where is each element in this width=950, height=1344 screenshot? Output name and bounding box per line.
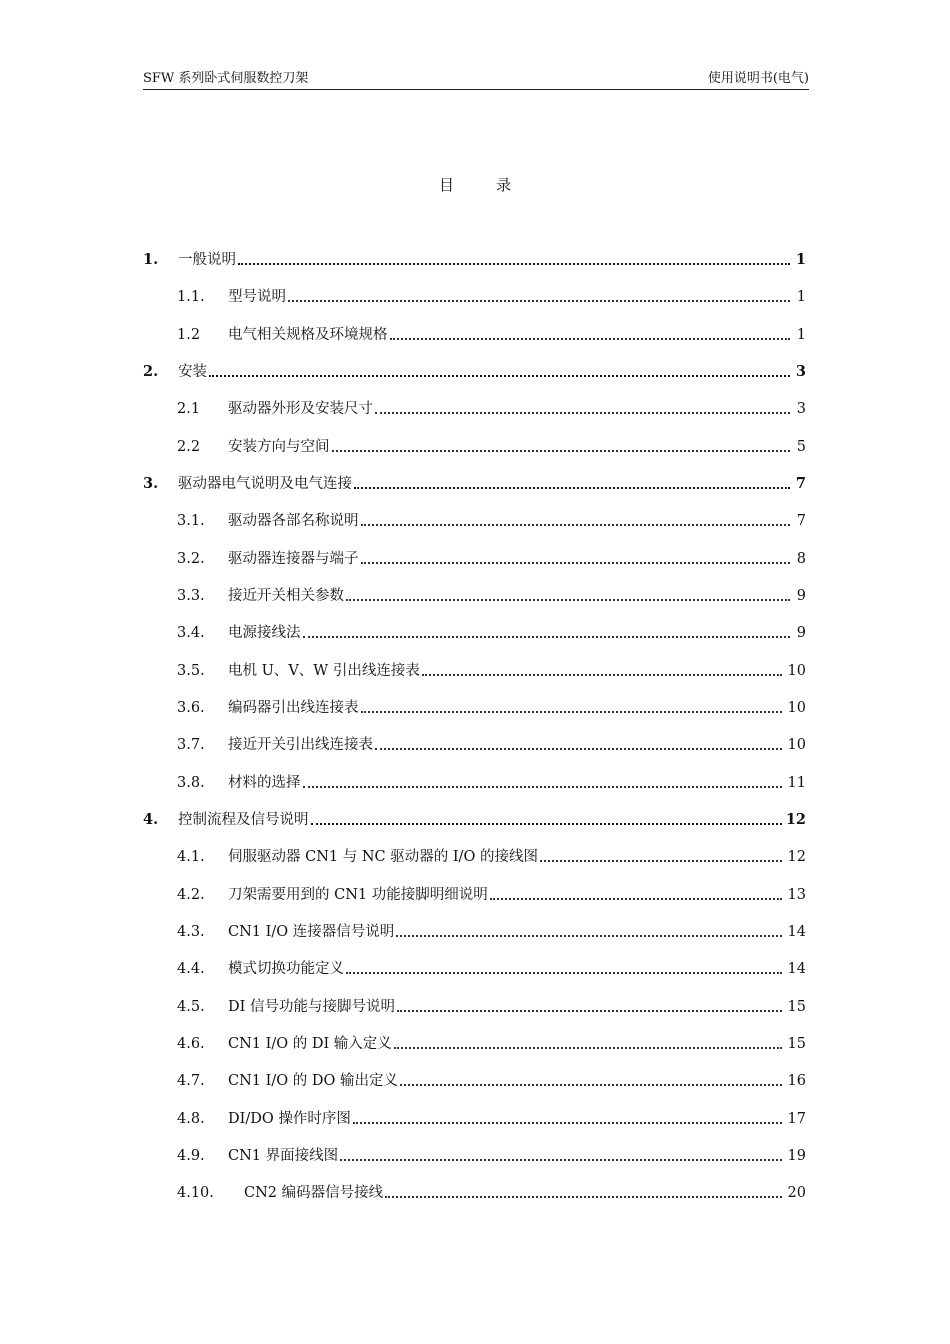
dot-leader — [209, 375, 790, 377]
dot-leader — [353, 1122, 782, 1124]
toc-entry-page-number: 13 — [787, 887, 806, 903]
toc-entry-number: 3.1. — [177, 513, 205, 529]
toc-entry-page-number: 15 — [787, 1036, 806, 1052]
toc-entry[interactable] — [0, 958, 950, 980]
dot-leader — [288, 300, 790, 302]
toc-entry-page-number: 12 — [787, 849, 806, 865]
toc-entry-number: 4.4. — [177, 961, 205, 977]
toc-entry-page-number: 14 — [787, 924, 806, 940]
header-document-series: SFW 系列卧式伺服数控刀架 — [143, 71, 309, 86]
toc-entry-title: CN1 I/O 连接器信号说明 — [228, 924, 395, 940]
toc-entry-page-number: 7 — [795, 475, 806, 492]
toc-entry-number: 2. — [143, 363, 159, 380]
toc-entry[interactable] — [0, 809, 950, 831]
toc-entry-page-number: 5 — [796, 439, 806, 455]
toc-entry[interactable] — [0, 398, 950, 420]
toc-entry-title: 刀架需要用到的 CN1 功能接脚明细说明 — [228, 887, 488, 903]
toc-entry-title: CN1 界面接线图 — [228, 1148, 339, 1164]
toc-entry[interactable] — [0, 1070, 950, 1092]
toc-entry[interactable] — [0, 324, 950, 346]
toc-entry[interactable] — [0, 697, 950, 719]
toc-entry-title: CN2 编码器信号接线 — [244, 1185, 384, 1201]
dot-leader — [332, 450, 791, 452]
toc-entry-page-number: 16 — [787, 1073, 806, 1089]
toc-entry-title: 一般说明 — [178, 252, 236, 268]
toc-entry[interactable] — [0, 660, 950, 682]
toc-entry[interactable] — [0, 1182, 950, 1204]
toc-entry-title: 材料的选择 — [228, 775, 301, 791]
toc-entry-page-number: 9 — [796, 625, 806, 641]
toc-entry-number: 4.9. — [177, 1148, 205, 1164]
toc-entry-title: 驱动器各部名称说明 — [228, 513, 359, 529]
dot-leader — [346, 972, 782, 974]
dot-leader — [361, 562, 791, 564]
toc-entry-title: 伺服驱动器 CN1 与 NC 驱动器的 I/O 的接线图 — [228, 849, 538, 865]
toc-entry-page-number: 1 — [796, 289, 806, 305]
toc-entry-number: 4.10. — [177, 1185, 214, 1201]
dot-leader — [361, 711, 783, 713]
toc-entry-number: 4.7. — [177, 1073, 205, 1089]
toc-entry-title: 驱动器连接器与端子 — [228, 551, 359, 567]
toc-entry[interactable] — [0, 921, 950, 943]
toc-entry-title: 编码器引出线连接表 — [228, 700, 359, 716]
dot-leader — [397, 1010, 782, 1012]
toc-entry[interactable] — [0, 996, 950, 1018]
toc-entry-number: 3.7. — [177, 737, 205, 753]
toc-entry-title: 电源接线法 — [228, 625, 301, 641]
toc-entry-title: 安装 — [178, 364, 207, 380]
dot-leader — [422, 674, 782, 676]
toc-entry-number: 3. — [143, 475, 159, 492]
toc-entry[interactable] — [0, 548, 950, 570]
toc-entry-number: 3.4. — [177, 625, 205, 641]
toc-entry-number: 4.1. — [177, 849, 205, 865]
toc-entry-page-number: 10 — [787, 737, 806, 753]
dot-leader — [390, 338, 791, 340]
toc-entry-number: 3.2. — [177, 551, 205, 567]
toc-entry-title: 接近开关相关参数 — [228, 588, 344, 604]
dot-leader — [375, 412, 790, 414]
toc-entry[interactable] — [0, 361, 950, 383]
dot-leader — [311, 823, 783, 825]
toc-entry[interactable] — [0, 1145, 950, 1167]
toc-entry-number: 2.1 — [177, 401, 201, 417]
toc-entry-title: 安装方向与空间 — [228, 439, 330, 455]
toc-entry-title: 驱动器外形及安装尺寸 — [228, 401, 373, 417]
toc-entry-number: 2.2 — [177, 439, 201, 455]
toc-entry-number: 4.5. — [177, 999, 205, 1015]
toc-entry-number: 1. — [143, 251, 159, 268]
toc-entry-title: DI 信号功能与接脚号说明 — [228, 999, 395, 1015]
toc-entry[interactable] — [0, 1033, 950, 1055]
header-manual-type: 使用说明书(电气) — [707, 71, 809, 86]
dot-leader — [400, 1084, 782, 1086]
toc-entry-page-number: 1 — [796, 327, 806, 343]
toc-entry-number: 4.8. — [177, 1111, 205, 1127]
toc-entry-title: CN1 I/O 的 DI 输入定义 — [228, 1036, 392, 1052]
toc-entry-number: 3.3. — [177, 588, 205, 604]
dot-leader — [361, 524, 791, 526]
page-header — [143, 71, 809, 90]
toc-entry-page-number: 1 — [795, 251, 806, 268]
dot-leader — [396, 935, 782, 937]
toc-entry[interactable] — [0, 772, 950, 794]
toc-entry[interactable] — [0, 884, 950, 906]
toc-entry-page-number: 3 — [796, 401, 806, 417]
toc-entry-title: 驱动器电气说明及电气连接 — [178, 476, 352, 492]
toc-entry-title: 接近开关引出线连接表 — [228, 737, 373, 753]
toc-entry[interactable] — [0, 436, 950, 458]
dot-leader — [303, 786, 783, 788]
toc-entry-page-number: 8 — [796, 551, 806, 567]
dot-leader — [490, 898, 782, 900]
toc-entry-page-number: 7 — [796, 513, 806, 529]
toc-entry-page-number: 10 — [787, 663, 806, 679]
toc-entry-page-number: 10 — [787, 700, 806, 716]
dot-leader — [540, 860, 782, 862]
toc-entry-title: 型号说明 — [228, 289, 286, 305]
toc-entry-page-number: 15 — [787, 999, 806, 1015]
toc-entry[interactable] — [0, 622, 950, 644]
toc-entry-page-number: 20 — [787, 1185, 806, 1201]
toc-title: 目录 — [438, 176, 553, 194]
toc-entry-title: 电机 U、V、W 引出线连接表 — [228, 663, 420, 679]
dot-leader — [346, 599, 790, 601]
toc-entry[interactable] — [0, 585, 950, 607]
dot-leader — [394, 1047, 782, 1049]
toc-entry-title: 电气相关规格及环境规格 — [228, 327, 388, 343]
dot-leader — [375, 748, 782, 750]
toc-entry-number: 3.8. — [177, 775, 205, 791]
toc-entry[interactable] — [0, 1108, 950, 1130]
toc-entry-page-number: 14 — [787, 961, 806, 977]
toc-entry-number: 1.1. — [177, 289, 205, 305]
toc-entry[interactable] — [0, 473, 950, 495]
toc-entry-title: 模式切换功能定义 — [228, 961, 344, 977]
toc-entry-title: DI/DO 操作时序图 — [228, 1111, 351, 1127]
toc-entry-title: CN1 I/O 的 DO 输出定义 — [228, 1073, 398, 1089]
toc-entry[interactable] — [0, 734, 950, 756]
dot-leader — [354, 487, 790, 489]
toc-entry-number: 4.3. — [177, 924, 205, 940]
toc-entry-number: 3.6. — [177, 700, 205, 716]
toc-entry-page-number: 12 — [785, 811, 806, 828]
toc-entry-page-number: 3 — [795, 363, 806, 380]
toc-entry-number: 3.5. — [177, 663, 205, 679]
dot-leader — [340, 1159, 782, 1161]
toc-entry-page-number: 17 — [787, 1111, 806, 1127]
toc-entry-page-number: 19 — [787, 1148, 806, 1164]
toc-entry-number: 1.2 — [177, 327, 201, 343]
toc-entry-title: 控制流程及信号说明 — [178, 812, 309, 828]
dot-leader — [385, 1196, 782, 1198]
toc-entry-page-number: 9 — [796, 588, 806, 604]
toc-entry[interactable] — [0, 249, 950, 271]
dot-leader — [238, 263, 790, 265]
toc-entry-page-number: 11 — [787, 775, 806, 791]
toc-entry-number: 4. — [143, 811, 159, 828]
toc-entry-number: 4.6. — [177, 1036, 205, 1052]
toc-entry[interactable] — [0, 510, 950, 532]
toc-entry[interactable] — [0, 286, 950, 308]
toc-entry[interactable] — [0, 846, 950, 868]
toc-entry-number: 4.2. — [177, 887, 205, 903]
dot-leader — [303, 636, 791, 638]
